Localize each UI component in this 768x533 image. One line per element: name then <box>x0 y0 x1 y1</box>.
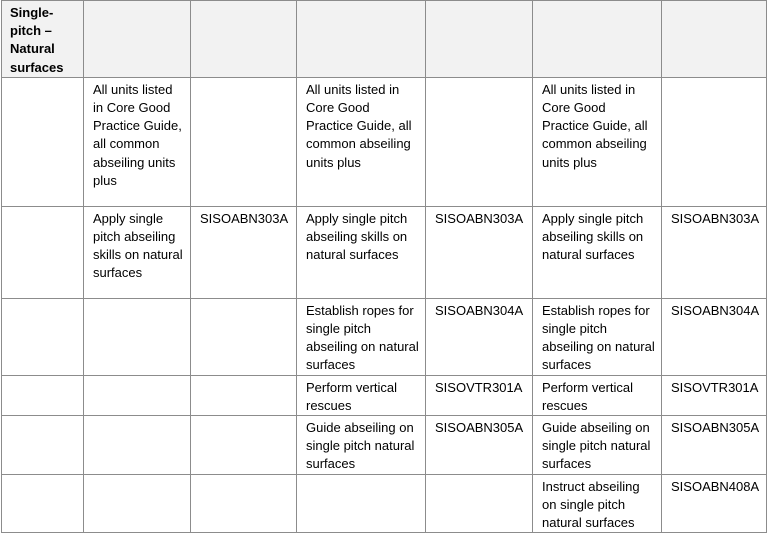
table-row <box>2 298 767 375</box>
unit-title: Guide abseiling on single pitch natural surfaces <box>297 416 426 475</box>
unit-code: SISOABN303A <box>662 206 767 298</box>
unit-title: All units listed in Core Good Practice Guide, all common abseiling units plus <box>297 77 426 206</box>
unit-title: Perform vertical rescues <box>297 375 426 415</box>
unit-code: SISOVTR301A <box>426 375 533 415</box>
unit-title: Establish ropes for single pitch abseiling on natural surfaces <box>533 298 662 375</box>
unit-title: All units listed in Core Good Practice Guide, all common abseiling units plus <box>533 77 662 206</box>
unit-code <box>191 375 297 415</box>
unit-code <box>426 77 533 206</box>
unit-title: Instruct abseiling on single pitch natural surfaces <box>533 474 662 533</box>
header-cell <box>533 1 662 78</box>
unit-title: Establish ropes for single pitch abseiling on natural surfaces <box>297 298 426 375</box>
section-title: Single-pitch – Natural surfaces <box>2 1 84 78</box>
table-row <box>2 77 767 206</box>
blank-cell <box>2 77 84 206</box>
header-cell <box>191 1 297 78</box>
unit-code: SISOABN303A <box>191 206 297 298</box>
table-row <box>2 206 767 298</box>
unit-title <box>84 375 191 415</box>
unit-title: Perform vertical rescues <box>533 375 662 415</box>
table-row <box>2 416 767 475</box>
header-cell <box>297 1 426 78</box>
unit-code: SISOABN304A <box>662 298 767 375</box>
unit-code <box>191 77 297 206</box>
unit-code: SISOABN303A <box>426 206 533 298</box>
blank-cell <box>2 206 84 298</box>
header-cell <box>662 1 767 78</box>
blank-cell <box>2 416 84 475</box>
unit-table <box>1 0 767 533</box>
unit-code: SISOABN305A <box>662 416 767 475</box>
unit-code: SISOABN305A <box>426 416 533 475</box>
unit-code: SISOABN304A <box>426 298 533 375</box>
blank-cell <box>2 375 84 415</box>
unit-code: SISOVTR301A <box>662 375 767 415</box>
unit-title <box>84 416 191 475</box>
unit-title <box>84 298 191 375</box>
blank-cell <box>2 298 84 375</box>
unit-title: All units listed in Core Good Practice Guide, all common abseiling units plus <box>84 77 191 206</box>
header-row <box>2 1 767 78</box>
header-cell <box>426 1 533 78</box>
unit-title: Apply single pitch abseiling skills on natural surfaces <box>297 206 426 298</box>
unit-code <box>191 416 297 475</box>
unit-title: Guide abseiling on single pitch natural surfaces <box>533 416 662 475</box>
unit-title: Apply single pitch abseiling skills on natural surfaces <box>84 206 191 298</box>
unit-code: SISOABN408A <box>662 474 767 533</box>
unit-code <box>191 298 297 375</box>
header-cell <box>84 1 191 78</box>
unit-code <box>662 77 767 206</box>
table-row <box>2 375 767 415</box>
unit-title: Apply single pitch abseiling skills on natural surfaces <box>533 206 662 298</box>
